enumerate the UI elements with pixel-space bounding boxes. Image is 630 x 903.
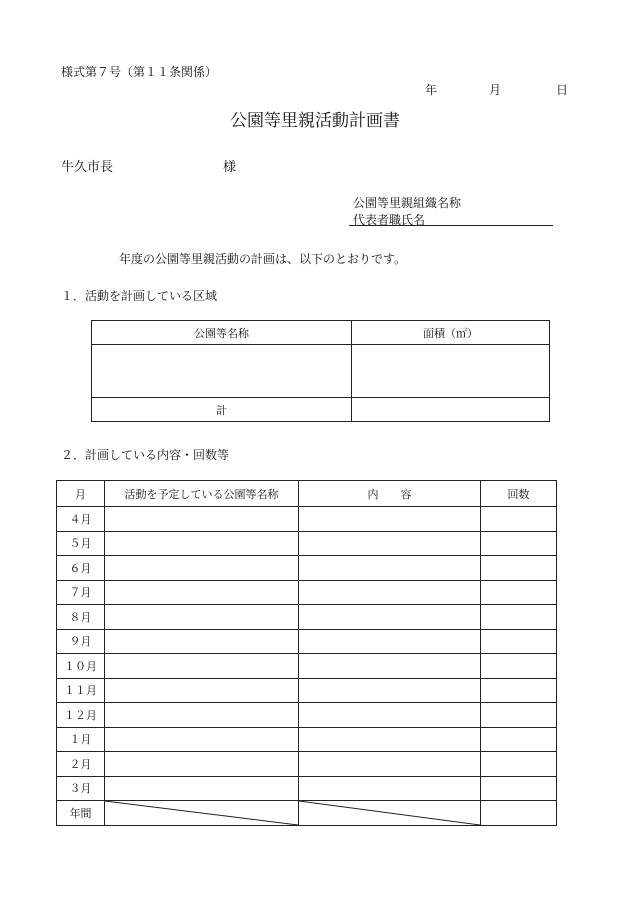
- plan-annual-park-cell-slashed: [105, 801, 299, 826]
- plan-count-cell[interactable]: [481, 752, 557, 777]
- date-day-label: 日: [556, 83, 569, 97]
- plan-month-label: ２月: [57, 752, 105, 777]
- plan-content-cell[interactable]: [299, 678, 481, 703]
- plan-park-name-cell[interactable]: [105, 605, 299, 630]
- plan-park-name-cell[interactable]: [105, 629, 299, 654]
- plan-count-cell[interactable]: [481, 531, 557, 556]
- representative-name-label: 代表者職氏名: [353, 213, 426, 227]
- plan-month-label: ６月: [57, 556, 105, 581]
- plan-park-name-cell[interactable]: [105, 556, 299, 581]
- form-number: 様式第７号（第１１条関係）: [61, 65, 218, 79]
- plan-park-name-cell[interactable]: [105, 703, 299, 728]
- plan-count-cell[interactable]: [481, 776, 557, 801]
- plan-content-cell[interactable]: [299, 629, 481, 654]
- plan-month-row: [57, 654, 557, 679]
- plan-month-row: [57, 629, 557, 654]
- plan-month-row: [57, 580, 557, 605]
- plan-count-cell[interactable]: [481, 605, 557, 630]
- plan-content-cell[interactable]: [299, 727, 481, 752]
- plan-count-cell[interactable]: [481, 580, 557, 605]
- plan-content-cell[interactable]: [299, 654, 481, 679]
- plan-park-name-cell[interactable]: [105, 727, 299, 752]
- date-month-label: 月: [489, 83, 502, 97]
- plan-annual-count-cell[interactable]: [481, 801, 557, 826]
- plan-month-row: [57, 605, 557, 630]
- plan-count-cell[interactable]: [481, 654, 557, 679]
- page-title: 公園等里親活動計画書: [230, 111, 400, 131]
- plan-month-label: １１月: [57, 678, 105, 703]
- plan-content-cell[interactable]: [299, 703, 481, 728]
- plan-park-name-cell[interactable]: [105, 776, 299, 801]
- plan-content-cell[interactable]: [299, 580, 481, 605]
- plan-count-cell[interactable]: [481, 727, 557, 752]
- plan-month-row: [57, 678, 557, 703]
- intro-text: 年度の公園等里親活動の計画は、以下のとおりです。: [119, 252, 407, 266]
- area-total-cell[interactable]: [352, 398, 550, 422]
- plan-park-name-cell[interactable]: [105, 752, 299, 777]
- area-header-area: 面積（㎡）: [352, 321, 550, 345]
- plan-park-name-cell[interactable]: [105, 531, 299, 556]
- plan-count-cell[interactable]: [481, 629, 557, 654]
- representative-underline: [349, 225, 553, 226]
- plan-month-row: [57, 507, 557, 532]
- plan-header-content: 内 容: [299, 481, 481, 507]
- plan-annual-label: 年間: [57, 801, 105, 826]
- plan-month-label: ７月: [57, 580, 105, 605]
- section1-title: １．活動を計画している区域: [61, 289, 218, 303]
- area-park-name-cell[interactable]: [92, 345, 352, 398]
- plan-month-row: [57, 556, 557, 581]
- plan-month-label: ３月: [57, 776, 105, 801]
- area-table: [91, 320, 550, 422]
- section2-title: ２．計画している内容・回数等: [61, 448, 230, 462]
- plan-count-cell[interactable]: [481, 703, 557, 728]
- area-header-park-name: 公園等名称: [92, 321, 352, 345]
- plan-month-label: １０月: [57, 654, 105, 679]
- plan-month-row: [57, 727, 557, 752]
- plan-annual-content-cell-slashed: [299, 801, 481, 826]
- plan-month-label: ５月: [57, 531, 105, 556]
- plan-month-label: １月: [57, 727, 105, 752]
- plan-content-cell[interactable]: [299, 776, 481, 801]
- organization-name-label: 公園等里親組織名称: [353, 196, 462, 210]
- plan-header-month: 月: [57, 481, 105, 507]
- area-total-label: 計: [92, 398, 352, 422]
- plan-content-cell[interactable]: [299, 531, 481, 556]
- plan-content-cell[interactable]: [299, 507, 481, 532]
- plan-count-cell[interactable]: [481, 507, 557, 532]
- plan-park-name-cell[interactable]: [105, 654, 299, 679]
- plan-park-name-cell[interactable]: [105, 507, 299, 532]
- plan-month-label: ９月: [57, 629, 105, 654]
- date-year-label: 年: [425, 83, 438, 97]
- plan-header-park-name: 活動を予定している公園等名称: [105, 481, 299, 507]
- plan-month-label: ８月: [57, 605, 105, 630]
- area-size-cell[interactable]: [352, 345, 550, 398]
- plan-content-cell[interactable]: [299, 605, 481, 630]
- plan-month-row: [57, 703, 557, 728]
- plan-count-cell[interactable]: [481, 678, 557, 703]
- plan-month-label: ４月: [57, 507, 105, 532]
- plan-content-cell[interactable]: [299, 556, 481, 581]
- plan-count-cell[interactable]: [481, 556, 557, 581]
- plan-park-name-cell[interactable]: [105, 678, 299, 703]
- plan-content-cell[interactable]: [299, 752, 481, 777]
- plan-month-row: [57, 531, 557, 556]
- plan-month-row: [57, 776, 557, 801]
- plan-header-count: 回数: [481, 481, 557, 507]
- plan-park-name-cell[interactable]: [105, 580, 299, 605]
- addressee-name: 牛久市長: [61, 160, 114, 175]
- plan-month-label: １２月: [57, 703, 105, 728]
- addressee-honorific: 様: [223, 160, 237, 175]
- plan-month-row: [57, 752, 557, 777]
- activity-plan-table: [56, 480, 557, 826]
